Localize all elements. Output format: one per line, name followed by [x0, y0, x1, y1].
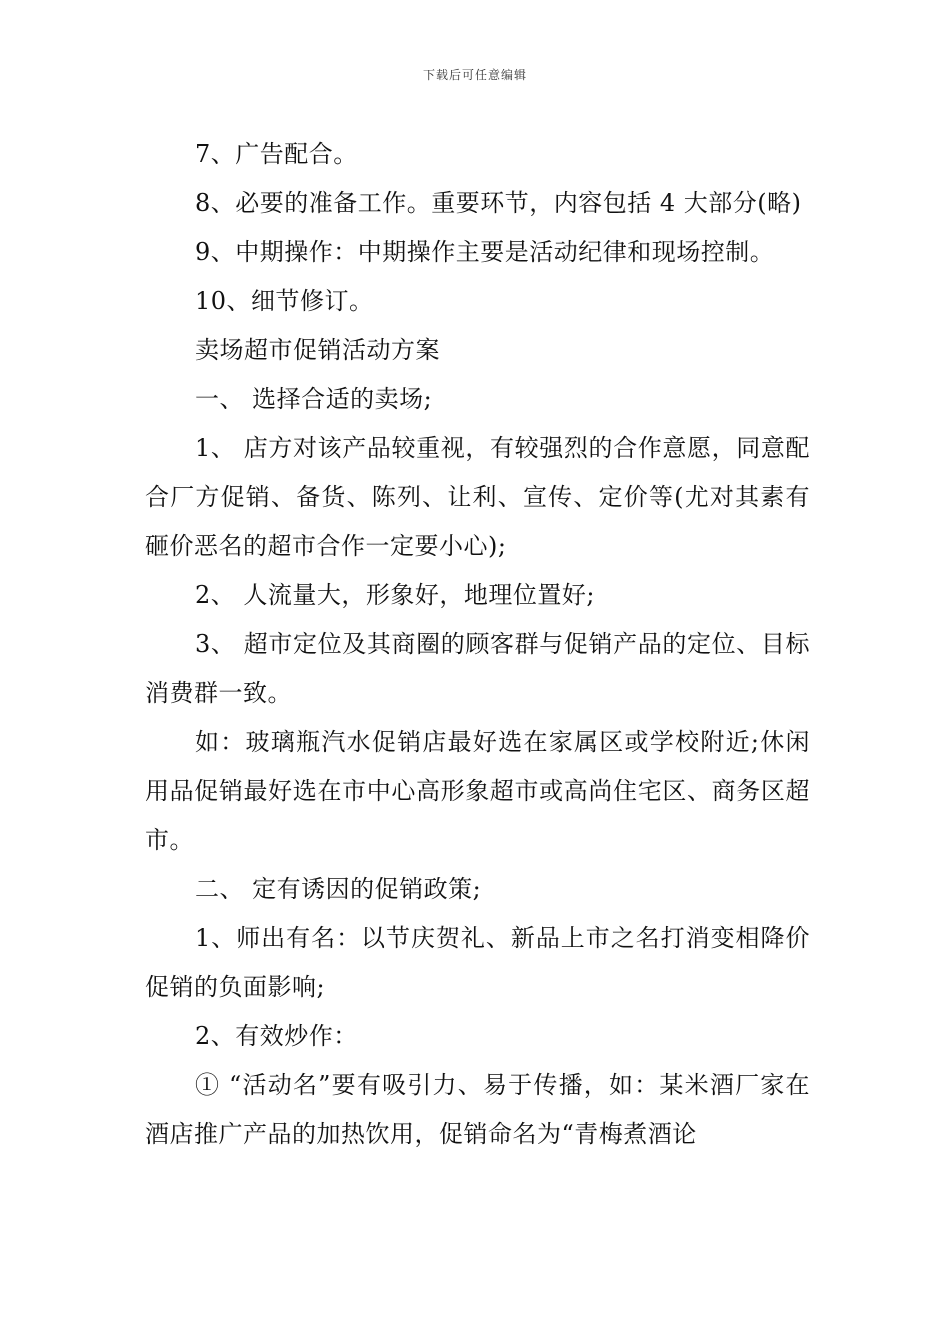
paragraph-policy-point-1: 1、师出有名：以节庆贺礼、新品上市之名打消变相降价促销的负面影响;	[145, 924, 810, 1001]
paragraph-store-point-1: 1、 店方对该产品较重视，有较强烈的合作意愿，同意配合厂方促销、备货、陈列、让利、宣传、定价等(尤对其素有砸价恶名的超市合作一定要小心);	[145, 434, 810, 560]
paragraph-store-point-2: 2、 人流量大，形象好，地理位置好;	[195, 581, 595, 609]
document-body	[145, 130, 810, 1159]
section-title: 卖场超市促销活动方案	[195, 336, 440, 364]
paragraph-activity-name: ① “活动名”要有吸引力、易于传播，如：某米酒厂家在酒店推广产品的加热饮用，促销命名为“青梅煮酒论	[145, 1071, 810, 1148]
paragraph-example: 如：玻璃瓶汽水促销店最好选在家属区或学校附近;休闲用品促销最好选在市中心高形象超市或高尚住宅区、商务区超市。	[145, 728, 810, 854]
paragraph-ad-cooperation: 7、广告配合。	[195, 140, 358, 168]
paragraph-mid-operation: 9、中期操作：中期操作主要是活动纪律和现场控制。	[195, 238, 775, 266]
paragraph-preparation: 8、必要的准备工作。重要环节，内容包括 4 大部分(略)	[195, 189, 802, 217]
paragraph-policy-point-2: 2、有效炒作：	[195, 1022, 358, 1050]
heading-choose-store: 一、 选择合适的卖场;	[195, 385, 433, 413]
paragraph-detail-revision: 10、细节修订。	[195, 287, 374, 315]
page-header: 下载后可任意编辑	[422, 68, 527, 82]
heading-promotion-policy: 二、 定有诱因的促销政策;	[195, 875, 482, 903]
paragraph-store-point-3: 3、 超市定位及其商圈的顾客群与促销产品的定位、目标消费群一致。	[145, 630, 810, 707]
